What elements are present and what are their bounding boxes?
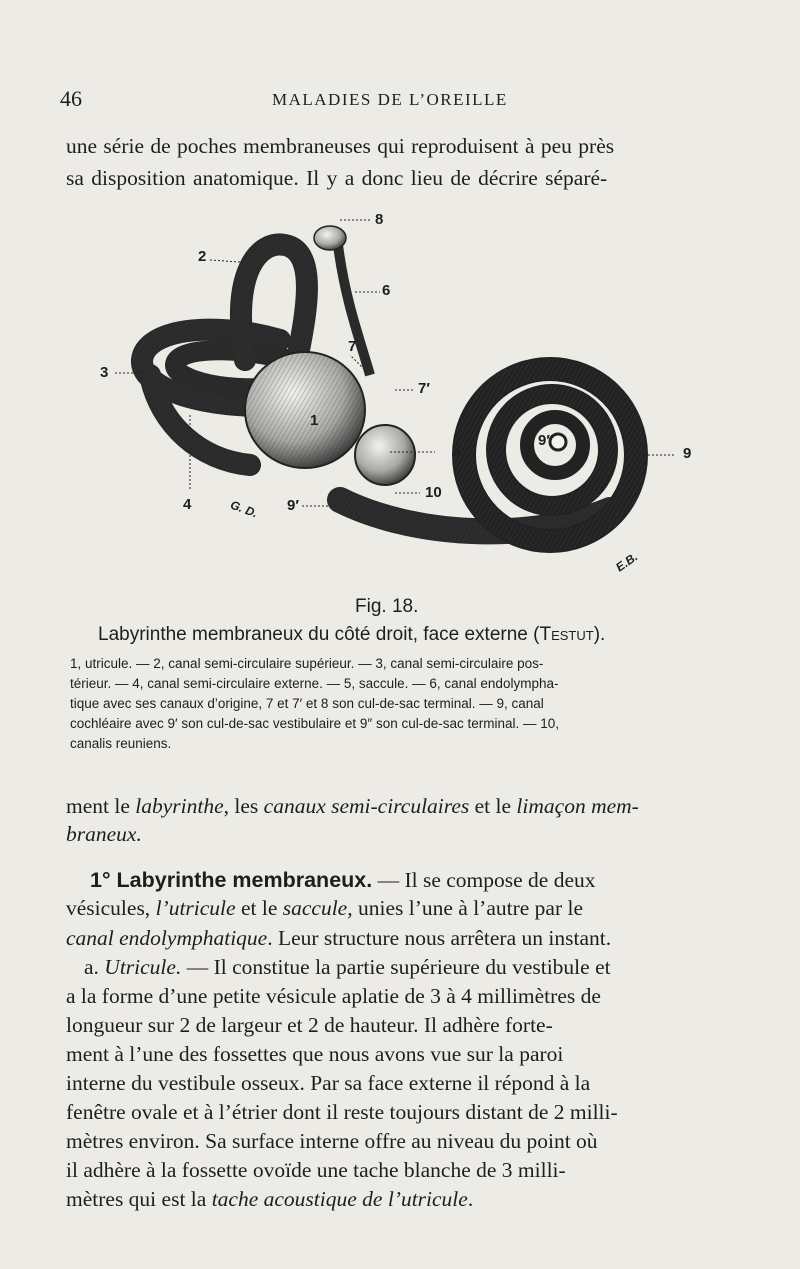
section-line-6: longueur sur 2 de largeur et 2 de hauteur. Il adhère forte- xyxy=(66,1013,553,1037)
section-line-10: mètres environ. Sa surface interne offre au niveau du point où xyxy=(66,1129,598,1153)
fig-label-2: 2 xyxy=(198,248,207,265)
fig-signature-eb: E.B. xyxy=(613,549,641,575)
fig-label-9-prime: 9′ xyxy=(287,497,299,514)
fig-label-5: 5 xyxy=(452,442,461,459)
fig-label-8: 8 xyxy=(375,211,384,228)
fig-label-10: 10 xyxy=(425,484,442,501)
section-line-1: 1° Labyrinthe membraneux. — Il se compose de deux xyxy=(90,868,596,892)
intro-line-1: une série de poches membraneuses qui reproduisent à peu près xyxy=(66,134,615,158)
section-line-7: ment à l’une des fossettes que nous avons vue sur la paroi xyxy=(66,1042,564,1066)
endolymphatic-duct xyxy=(338,245,370,375)
legend-line-3: tique avec ses canaux d’origine, 7 et 7′ et 8 son cul-de-sac terminal. — 9, canal xyxy=(70,696,544,711)
fig-label-7: 7 xyxy=(348,338,357,355)
fig-signature-gd: G. D. xyxy=(228,497,260,521)
figure-number: Fig. 18. xyxy=(355,596,419,617)
legend-line-5: canalis reuniens. xyxy=(70,736,172,751)
fig-label-1: 1 xyxy=(310,412,319,429)
section-line-12: mètres qui est la tache acoustique de l’utricule. xyxy=(66,1187,474,1211)
labyrinth-drawing xyxy=(90,210,730,600)
legend-line-1: 1, utricule. — 2, canal semi-circulaire supérieur. — 3, canal semi-circulaire pos- xyxy=(70,656,544,671)
section-line-5: a la forme d’une petite vésicule aplatie de 3 à 4 millimètres de xyxy=(66,984,601,1008)
section-line-11: il adhère à la fossette ovoïde une tache blanche de 3 milli- xyxy=(66,1158,566,1182)
running-title: MALADIES DE L’OREILLE xyxy=(272,90,508,109)
legend-line-4: cochléaire avec 9′ son cul-de-sac vestibulaire et 9″ son cul-de-sac terminal. — 10, xyxy=(70,716,560,731)
fig-label-4: 4 xyxy=(183,496,192,513)
para1-line-2: braneux. xyxy=(66,822,142,846)
fig-label-9-double-prime: 9″ xyxy=(538,432,554,449)
figure-caption: Labyrinthe membraneux du côté droit, face externe (Testut). xyxy=(98,624,606,645)
fig-label-7-prime: 7′ xyxy=(418,380,430,397)
endolymphatic-sac xyxy=(314,226,346,250)
section-line-2: vésicules, l’utricule et le saccule, unies l’une à l’autre par le xyxy=(66,896,584,920)
section-line-3: canal endolymphatique. Leur structure nous arrêtera un instant. xyxy=(66,926,612,950)
fig-label-3: 3 xyxy=(100,364,109,381)
section-line-4: a. Utricule. — Il constitue la partie supérieure du vestibule et xyxy=(84,955,611,979)
fig-label-6: 6 xyxy=(382,282,391,299)
intro-line-2: sa disposition anatomique. Il y a donc lieu de décrire séparé- xyxy=(66,166,608,190)
fig-label-9: 9 xyxy=(683,445,692,462)
para1-line-1: ment le labyrinthe, les canaux semi-circulaires et le limaçon mem- xyxy=(66,794,639,818)
legend-line-2: térieur. — 4, canal semi-circulaire externe. — 5, saccule. — 6, canal endolympha- xyxy=(70,676,559,691)
labyrinth-illustration xyxy=(90,210,730,600)
saccule-shape xyxy=(355,425,415,485)
page-number: 46 xyxy=(60,86,82,111)
section-line-8: interne du vestibule osseux. Par sa face externe il répond à la xyxy=(66,1071,591,1095)
section-heading: 1° Labyrinthe membraneux. xyxy=(90,868,373,892)
section-line-9: fenêtre ovale et à l’étrier dont il reste toujours distant de 2 milli- xyxy=(66,1100,618,1124)
